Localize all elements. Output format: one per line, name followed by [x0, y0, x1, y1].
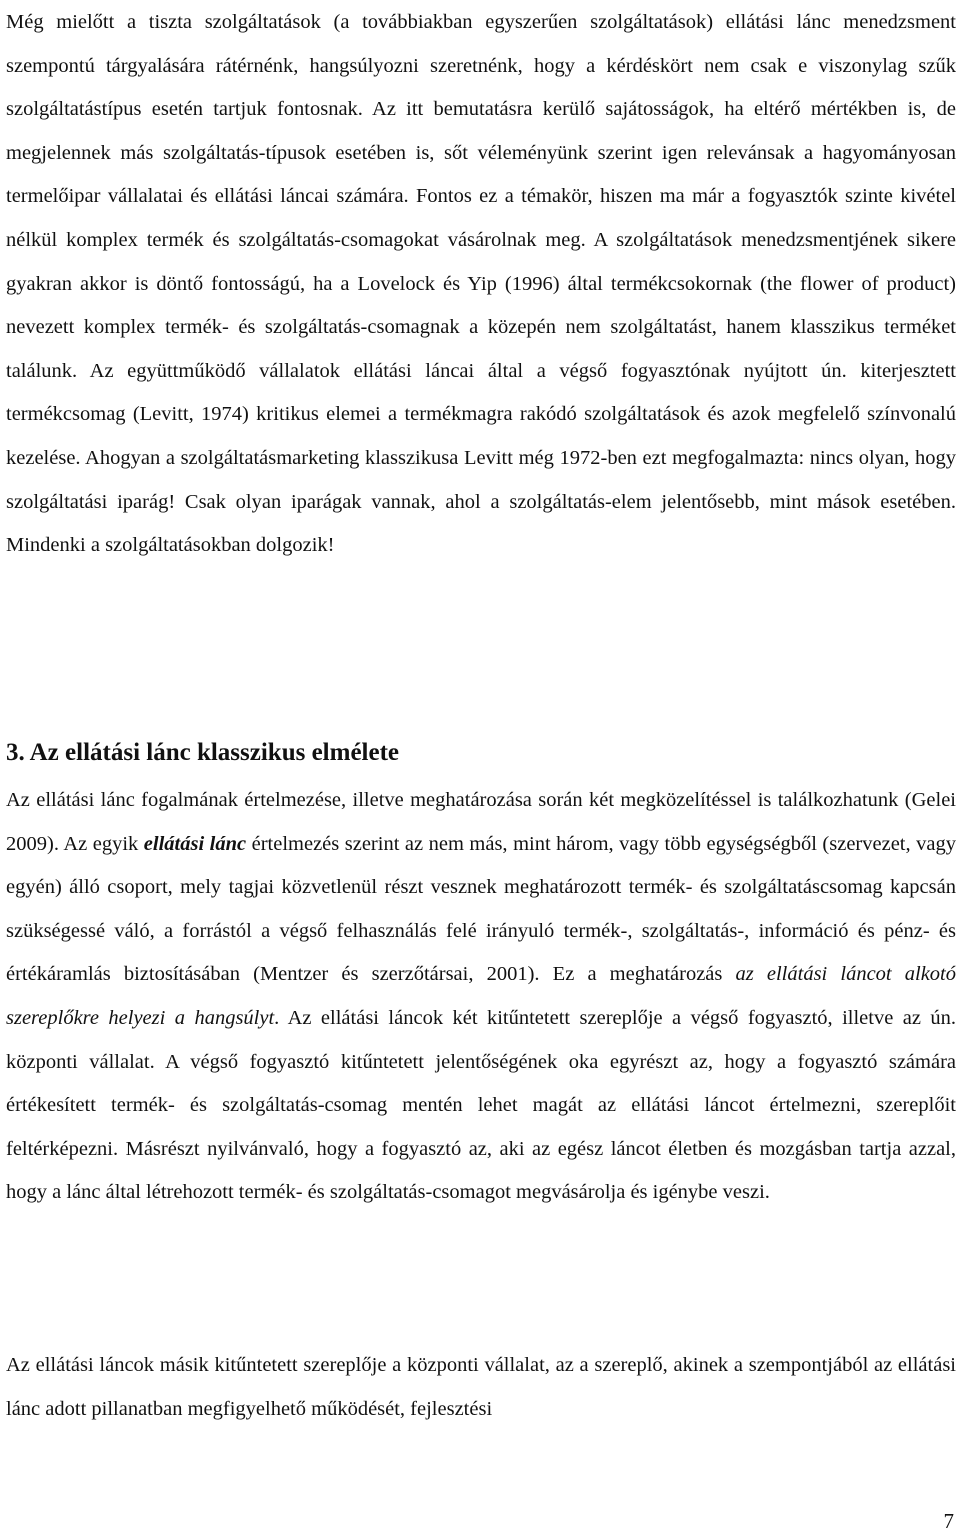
emphasized-phrase: az ellátási láncot alkotó szereplőkre helyezi a hangsúlyt — [6, 963, 956, 1029]
body-paragraph: Még mielőtt a tiszta szolgáltatások (a továbbiakban egyszerűen szolgáltatások) ellátási lánc menedzsment szempontú tárgyalására rátérnénk, hangsúlyozni szeretnénk, hogy a kérdéskört nem csak e viszonylag szűk szolgáltatástípus esetén tartjuk fontosnak. Az itt bemutatásra kerülő sajátosságok, ha eltérő mértékben is, de megjelennek más szolgáltatás-típusok esetében is, sőt véleményünk szerint igen relevánsak a hagyományosan termelőipar vállalatai és ellátási láncai számára. Fontos ez a témakör, hiszen ma már a fogyasztók szinte kivétel nélkül komplex termék és szolgáltatás-csomagokat vásárolnak meg. A szolgáltatások menedzsmentjének sikere gyakran akkor is döntő fontosságú, ha a Lovelock és Yip (1996) által termékcsokornak (the flower of product) nevezett komplex termék- és szolgáltatás-csomagnak a közepén nem szolgáltatást, hanem klasszikus terméket találunk. Az együttműködő vállalatok ellátási láncai által a végső fogyasztónak nyújtott ún. kiterjesztett termékcsomag (Levitt, 1974) kritikus elemei a termékmagra rakódó szolgáltatások és azok megfelelő színvonalú kezelése. Ahogyan a szolgáltatásmarketing klasszikusa Levitt még 1972-ben ezt megfogalmazta: nincs olyan, hogy szolgáltatási iparág! Csak olyan iparágak vannak, ahol a szolgáltatás-elem jelentősebb, mint mások esetében. Mindenki a szolgáltatásokban dolgozik! — [6, 11, 956, 557]
paragraph-text: . Az ellátási láncok két kitűntetett szereplője a végső fogyasztó, illetve az ún. központi vállalat. A végső fogyasztó kitűntetett jelentőségének oka egyrészt az, hogy a fogyasztó számára értékesített termék- és szolgáltatás-csomag mentén lehet magát az ellátási láncot értelmezni, szereplőit feltérképezni. Másrészt nyilvánvaló, hogy a fogyasztó az, aki az egész láncot életben és mozgásban tartja azzal, hogy a lánc által létrehozott termék- és szolgáltatás-csomagot megvásárolja és igénybe veszi. — [6, 1006, 957, 1204]
body-paragraph: Az ellátási láncok másik kitűntetett szereplője a központi vállalat, az a szereplő, akinek a szempontjából az ellátási lánc adott pillanatban megfigyelhető működését, fejlesztési — [6, 1354, 956, 1420]
section-heading: 3. Az ellátási lánc klasszikus elmélete — [6, 739, 400, 766]
body-paragraph — [6, 779, 956, 1215]
paragraph-text: Az ellátási lánc fogalmának értelmezése, illetve meghatározása során két megközelítéssel is találkozhatunk (Gelei 2009). Az egyik — [6, 789, 956, 855]
emphasized-term: ellátási lánc — [143, 832, 247, 855]
page-number: 7 — [943, 1509, 954, 1533]
paragraph-text: értelmezés szerint az nem más, mint három, vagy több egységségből (szervezet, vagy egyén) álló csoport, mely tagjai közvetlenül részt vesznek meghatározott termék- és szolgáltatáscsomag kapcsán szükségessé váló, a forrástól a végső felhasználás felé irányuló termék-, szolgáltatás-, információ és pénz- és értékáramlás biztosításában (Mentzer és szerzőtársai, 2001). Ez a meghatározás — [6, 832, 956, 986]
